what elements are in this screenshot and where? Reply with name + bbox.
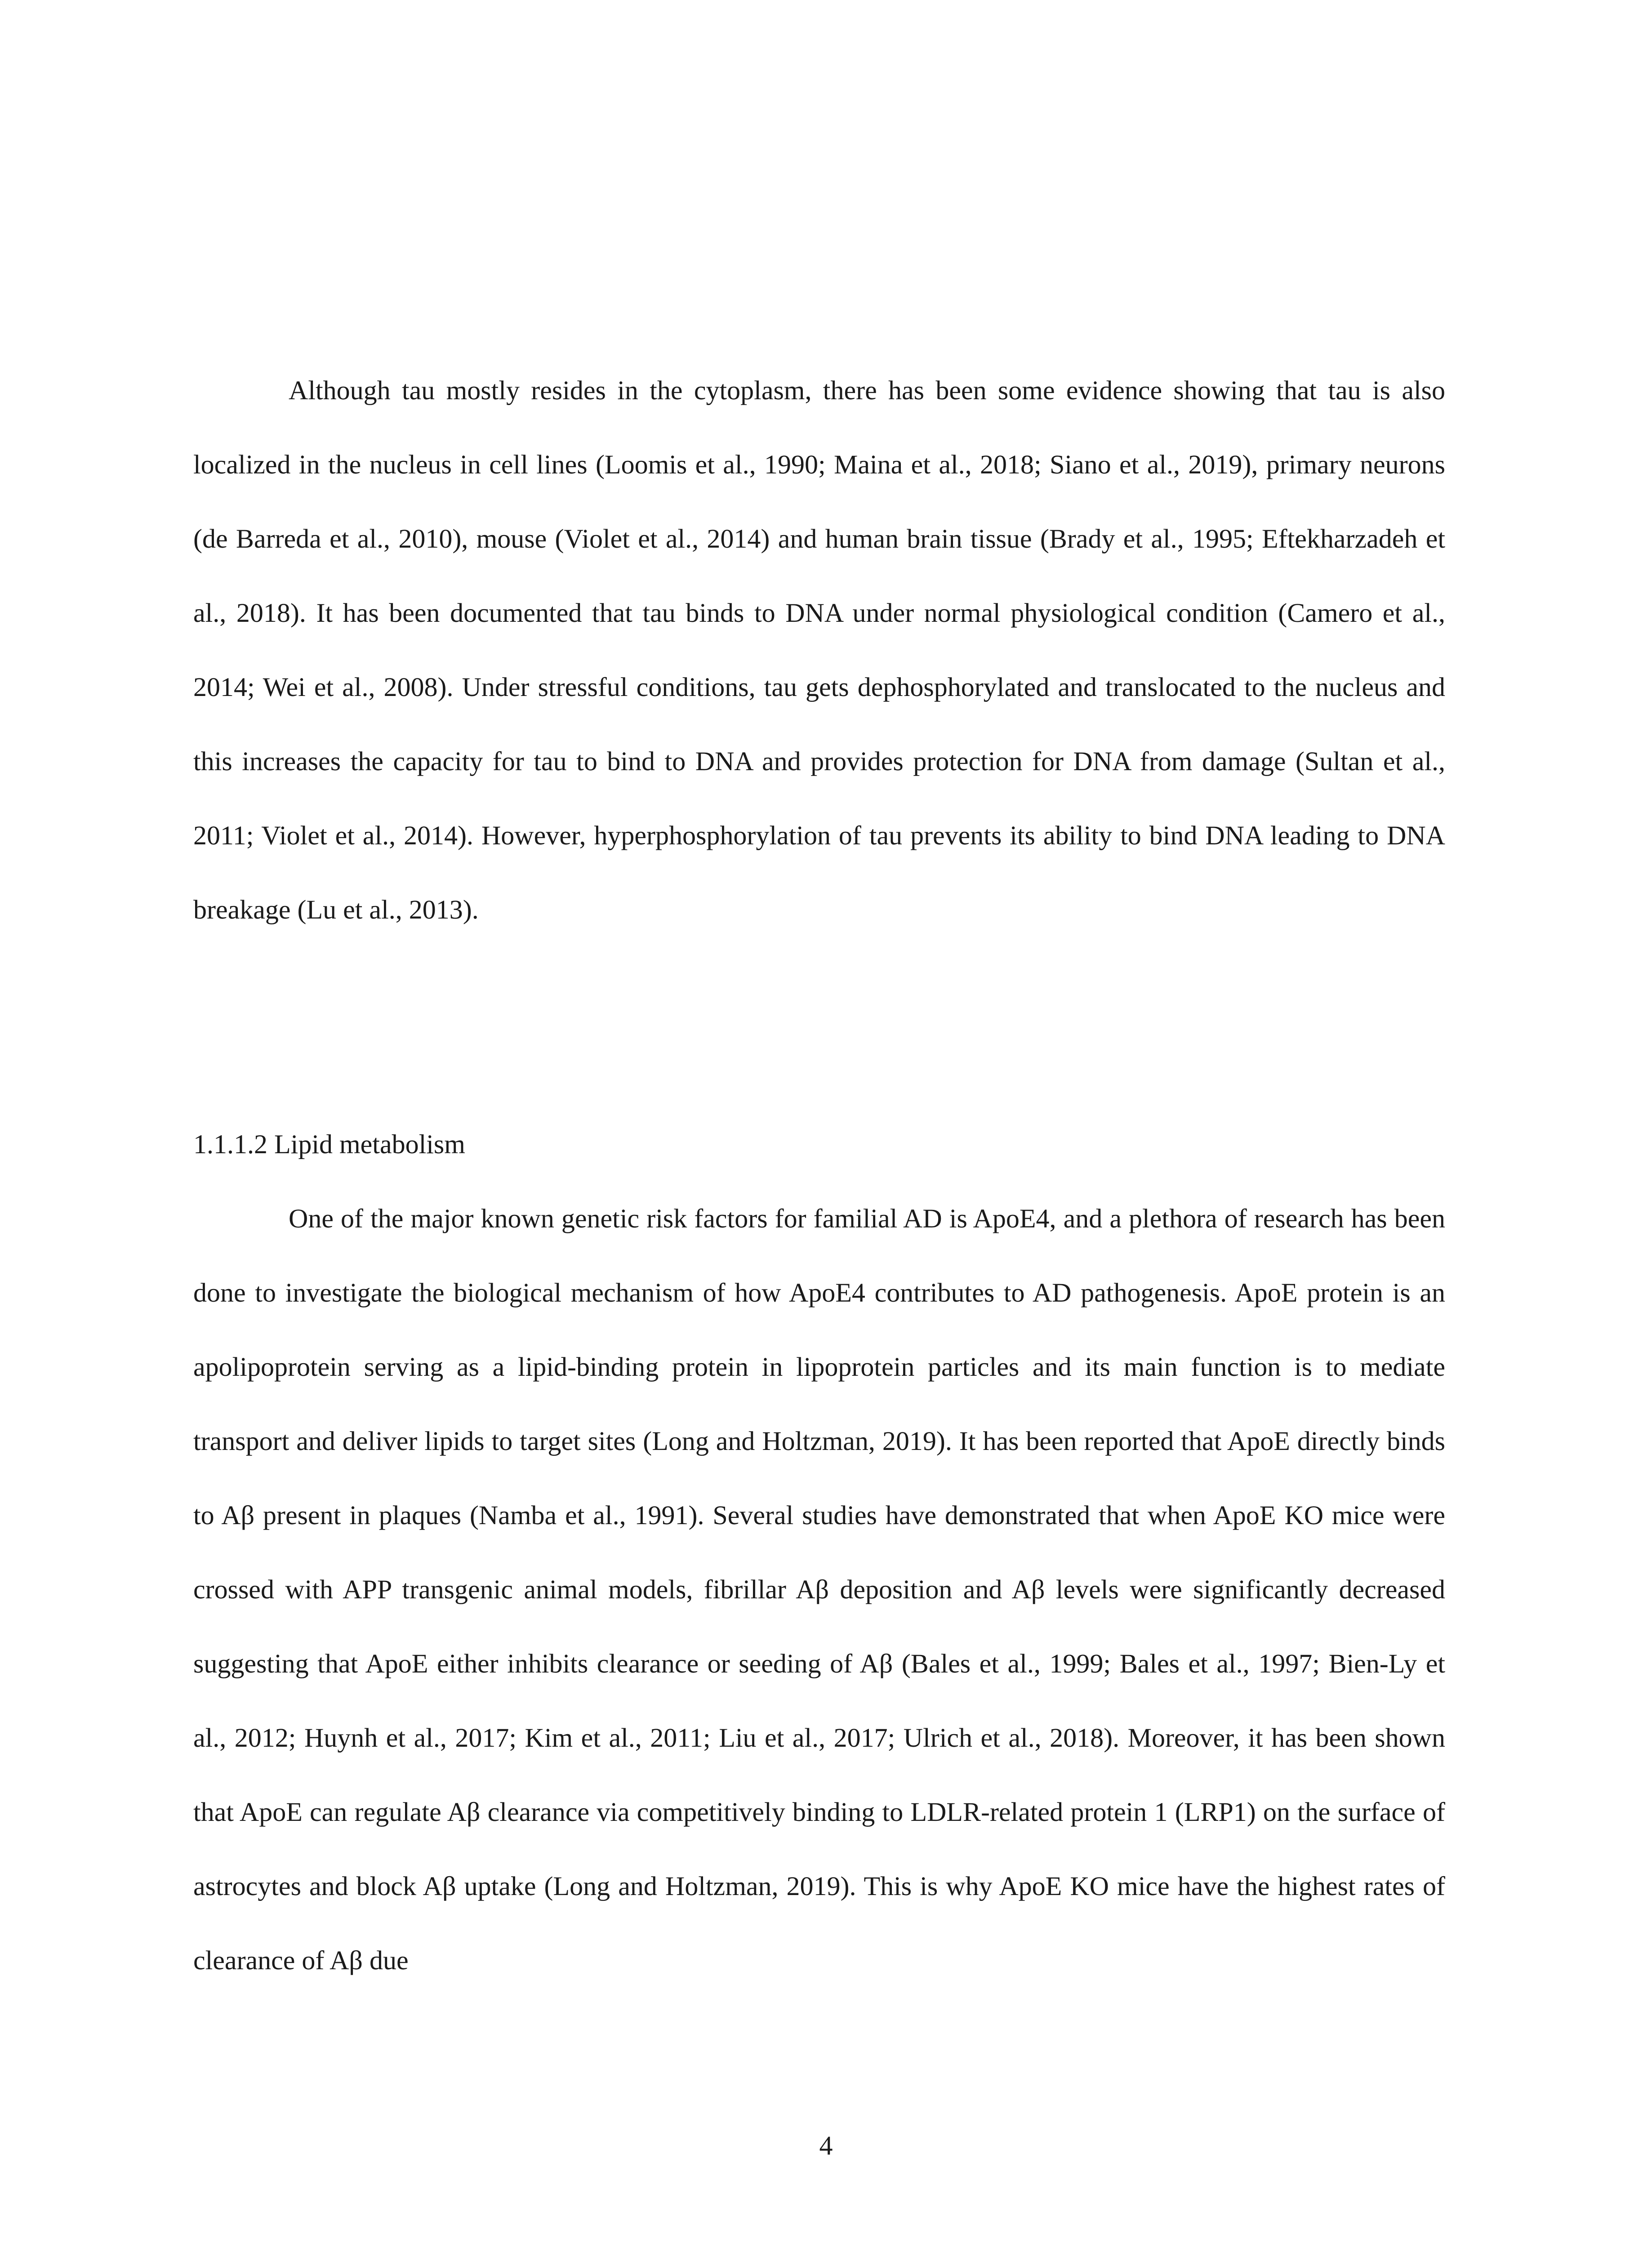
paragraph-tau-nucleus: Although tau mostly resides in the cytoplasm, there has been some evidence showing that tau is also localized in the nucleus in cell lines (Loomis et al., 1990; Maina et al., 2018; Siano et al., 2019), primary neurons (de Barreda et al., 2010), mouse (Violet et al., 2014) and human brain tissue (Brady et al., 1995; Eftekharzadeh et al., 2018). It has been documented that tau binds to DNA under normal physiological condition (Camero et al., 2014; Wei et al., 2008). Under stressful conditions, tau gets dephosphorylated and translocated to the nucleus and this increases the capacity for tau to bind to DNA and provides protection for DNA from damage (Sultan et al., 2011; Violet et al., 2014). However, hyperphosphorylation of tau prevents its ability to bind DNA leading to DNA breakage (Lu et al., 2013). (193, 375, 1445, 924)
section-heading: 1.1.1.2 Lipid metabolism (193, 1129, 465, 1159)
page-number: 4 (819, 2131, 833, 2160)
paragraph-lipid-metabolism: One of the major known genetic risk factors for familial AD is ApoE4, and a plethora of research has been done to investigate the biological mechanism of how ApoE4 contributes to AD pathogenesis. ApoE protein is an apolipoprotein serving as a lipid-binding protein in lipoprotein particles and its main function is to mediate transport and deliver lipids to target sites (Long and Holtzman, 2019). It has been reported that ApoE directly binds to Aβ present in plaques (Namba et al., 1991). Several studies have demonstrated that when ApoE KO mice were crossed with APP transgenic animal models, fibrillar Aβ deposition and Aβ levels were significantly decreased suggesting that ApoE either inhibits clearance or seeding of Aβ (Bales et al., 1999; Bales et al., 1997; Bien-Ly et al., 2012; Huynh et al., 2017; Kim et al., 2011; Liu et al., 2017; Ulrich et al., 2018). Moreover, it has been shown that ApoE can regulate Aβ clearance via competitively binding to LDLR-related protein 1 (LRP1) on the surface of astrocytes and block Aβ uptake (Long and Holtzman, 2019). This is why ApoE KO mice have the highest rates of clearance of Aβ due (193, 1204, 1445, 1975)
